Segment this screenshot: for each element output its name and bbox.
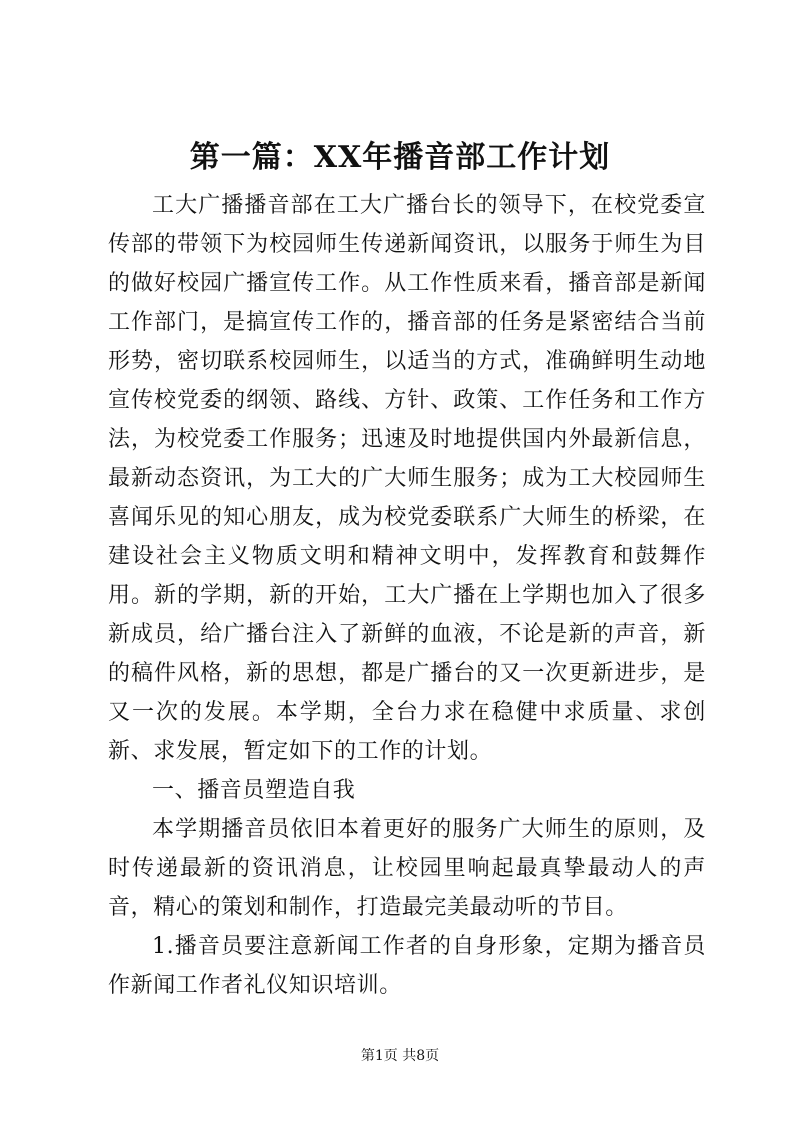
document-body (108, 186, 706, 1005)
body-paragraph-3: 1.播音员要注意新闻工作者的自身形象，定期为播音员作新闻工作者礼仪知识培训。 (108, 934, 706, 998)
page-number-footer: 第1页 共8页 (360, 1048, 440, 1064)
section-heading-1: 一、播音员塑造自我 (152, 778, 356, 803)
body-paragraph-intro: 工大广播播音部在工大广播台长的领导下，在校党委宣传部的带领下为校园师生传递新闻资讯，以服务于师生为目的做好校园广播宣传工作。从工作性质来看，播音部是新闻工作部门，是搞宣传工作的，播音部的任务是紧密结合当前形势，密切联系校园师生，以适当的方式，准确鲜明生动地宣传校党委的纲领、路线、方针、政策、工作任务和工作方法，为校党委工作服务；迅速及时地提供国内外最新信息，最新动态资讯，为工大的广大师生服务；成为工大校园师生喜闻乐见的知心朋友，成为校党委联系广大师生的桥梁，在建设社会主义物质文明和精神文明中，发挥教育和鼓舞作用。新的学期，新的开始，工大广播在上学期也加入了很多新成员，给广播台注入了新鲜的血液，不论是新的声音，新的稿件风格，新的思想，都是广播台的又一次更新进步，是又一次的发展。本学期，全台力求在稳健中求质量、求创新、求发展，暂定如下的工作的计划。 (108, 193, 706, 764)
body-paragraph-2: 本学期播音员依旧本着更好的服务广大师生的原则，及时传递最新的资讯消息，让校园里响起最真挚最动人的声音，精心的策划和制作，打造最完美最动听的节目。 (108, 817, 706, 920)
document-title: 第一篇：XX年播音部工作计划 (189, 140, 611, 175)
